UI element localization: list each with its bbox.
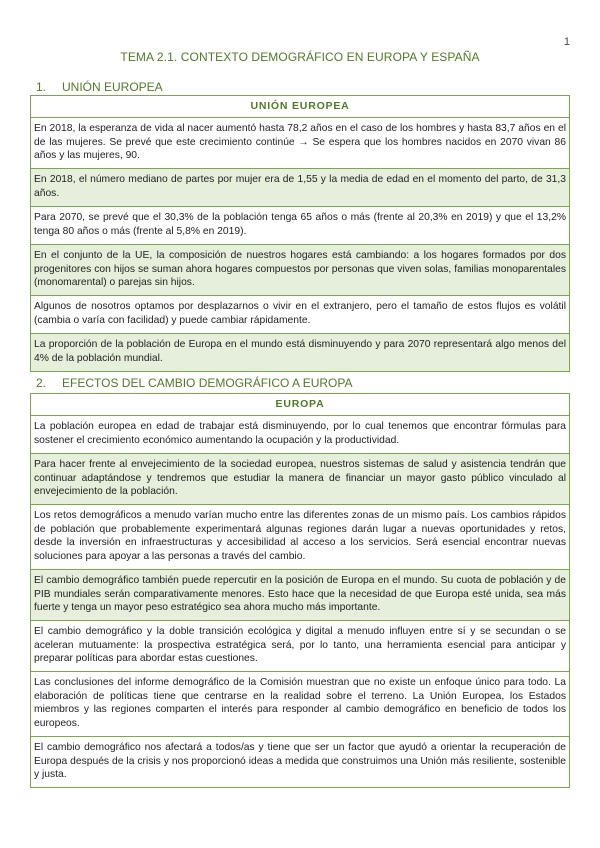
section-1-table-header: UNIÓN EUROPEA xyxy=(31,96,569,118)
section-2-number: 2. xyxy=(36,376,47,390)
table-row: Para hacer frente al envejecimiento de la sociedad europea, nuestros sistemas de salud y asistencia tendrán que continuar adaptándose y tendremos que estudiar la manera de financiar un mayor gasto público vinculado al envejecimiento de la población. xyxy=(31,454,569,505)
section-2-heading xyxy=(36,376,353,390)
section-2-table xyxy=(30,393,570,788)
document-title: TEMA 2.1. CONTEXTO DEMOGRÁFICO EN EUROPA Y ESPAÑA xyxy=(120,50,480,64)
page-number: 1 xyxy=(563,36,570,48)
section-2-title: EFECTOS DEL CAMBIO DEMOGRÁFICO A EUROPA xyxy=(62,376,353,390)
table-row: Para 2070, se prevé que el 30,3% de la población tenga 65 años o más (frente al 20,3% en 2019) y que el 13,2% tenga 80 años o más (frente al 5,8% en 2019). xyxy=(31,207,569,245)
section-1-number: 1. xyxy=(36,80,47,94)
section-1-title: UNIÓN EUROPEA xyxy=(62,80,163,94)
section-2-table-header: EUROPA xyxy=(31,394,569,416)
table-row: Las conclusiones del informe demográfico de la Comisión muestran que no existe un enfoque único para todo. La elaboración de políticas tiene que centrarse en la realidad sobre el terreno. La Unión Europea, los Estados miembros y las regiones comparten el interés para responder al cambio demográfico en beneficio de todos los europeos. xyxy=(31,672,569,737)
table-row: El cambio demográfico también puede repercutir en la posición de Europa en el mundo. Su cuota de población y de PIB mundiales serán comparativamente menores. Esto hace que la necesidad de que Europa esté unida, sea más fuerte y tenga un mayor peso estratégico sea ahora mucho más importante. xyxy=(31,570,569,621)
table-row: La población europea en edad de trabajar está disminuyendo, por lo cual tenemos que encontrar fórmulas para sostener el crecimiento económico aumentando la ocupación y la productividad. xyxy=(31,416,569,454)
table-row: El cambio demográfico nos afectará a todos/as y tiene que ser un factor que ayudó a orientar la recuperación de Europa después de la crisis y nos proporcionó ideas a medida que construimos una Unión más resiliente, sostenible y justa. xyxy=(31,737,569,788)
table-row: El cambio demográfico y la doble transición ecológica y digital a menudo influyen entre sí y se secundan o se aceleran mutuamente: la prospectiva estratégica será, por lo tanto, una herramienta esencial para anticipar y preparar políticas para abordar estas cuestiones. xyxy=(31,621,569,672)
table-row: La proporción de la población de Europa en el mundo está disminuyendo y para 2070 representará algo menos del 4% de la población mundial. xyxy=(31,334,569,372)
table-row: Algunos de nosotros optamos por desplazarnos o vivir en el extranjero, pero el tamaño de estos flujos es volátil (cambia o varía con facilidad) y puede cambiar rápidamente. xyxy=(31,296,569,334)
table-row: Los retos demográficos a menudo varían mucho entre las diferentes zonas de un mismo país. Los cambios rápidos de población que probablemente experimentará algunas regiones darán lugar a nuevas oportunidades y retos, desde la inversión en infraestructuras y accesibilidad al acceso a los servicios. Será esencial encontrar nuevas soluciones para apoyar a las personas a través del cambio. xyxy=(31,505,569,570)
table-row: En 2018, el número mediano de partes por mujer era de 1,55 y la media de edad en el momento del parto, de 31,3 años. xyxy=(31,169,569,207)
table-row: En el conjunto de la UE, la composición de nuestros hogares está cambiando: a los hogares formados por dos progenitores con hijos se suman ahora hogares compuestos por personas que viven solas, familias monoparentales (monomarental) o parejas sin hijos. xyxy=(31,245,569,296)
section-1-heading xyxy=(36,80,163,94)
section-1-table xyxy=(30,95,570,372)
table-row: En 2018, la esperanza de vida al nacer aumentó hasta 78,2 años en el caso de los hombres y hasta 83,7 años en el de las mujeres. Se prevé que este crecimiento continúe → Se espera que los hombres nacidos en 2070 vivan 86 años y las mujeres, 90. xyxy=(31,118,569,169)
